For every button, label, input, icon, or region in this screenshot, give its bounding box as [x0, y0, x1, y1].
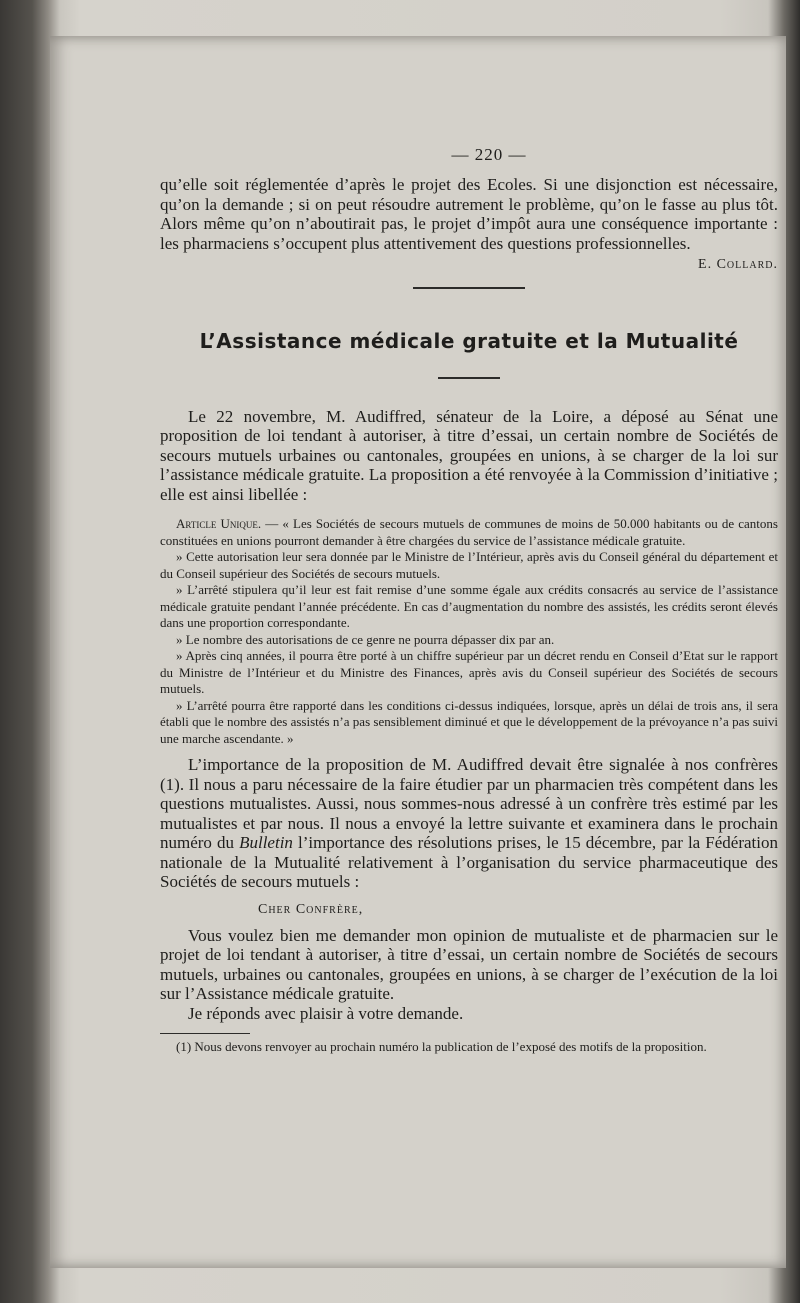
- article-line: » L’arrêté pourra être rapporté dans les conditions ci-dessus indiquées, lorsque, après un délai de trois ans, il sera établi que le nombre des assistés n’a pas sensiblement diminué et que le développement de la prévoyance n’a pas suivi une marche ascendante. »: [160, 697, 778, 746]
- page-number: — 220 —: [451, 145, 527, 164]
- article-line: » Après cinq années, il pourra être porté à un chiffre supérieur par un décret rendu en Conseil d’Etat sur le rapport du Ministre de l’Intérieur et du Ministre des Finances, après avis du Conseil supérieur des Sociétés de secours mutuels.: [160, 648, 778, 696]
- body-paragraph-2: [160, 755, 778, 892]
- section-divider: [413, 287, 525, 289]
- intro-paragraph: qu’elle soit réglementée d’après le projet des Ecoles. Si une disjonction est nécessaire, qu’on la demande ; si on peut résoudre autrement le problème, qu’on le fasse au plus tôt. Alors même qu’on n’aboutirait pas, le projet d’impôt aura une conséquence importante : les pharmaciens s’occupent plus attentivement des questions professionnelles.: [160, 175, 778, 253]
- letter-salutation: Cher Confrère,: [258, 901, 364, 917]
- article-title: L’Assistance médicale gratuite et la Mutualité: [199, 329, 739, 353]
- article-line: » Le nombre des autorisations de ce genre ne pourra dépasser dix par an.: [176, 631, 555, 647]
- article-line: » Cette autorisation leur sera donnée par le Ministre de l’Intérieur, après avis du Conseil général du département et du Conseil supérieur des Sociétés de secours mutuels.: [160, 549, 778, 581]
- title-divider: [438, 377, 500, 379]
- article-label: Article Unique.: [176, 516, 262, 531]
- author-signature: E. Collard.: [698, 257, 778, 272]
- article-text: — « Les Sociétés de secours mutuels de communes de moins de 50.000 habitants ou de cantons constituées en unions pourront demander à être chargées du service de l’assistance médicale gratuite.: [160, 516, 778, 548]
- body-paragraph-2-start: L’importance de la proposition de M. Audiffred devait être signalée à nos confrères (1). Il nous a paru nécessaire de la faire étudier par un pharmacien très compétent dans les questions mutualistes. Aussi, nous sommes-nous adressé à un confrère très estimé par les mutualistes et par nous. Il nous a envoyé la lettre suivante et examinera dans le prochain numéro du: [160, 755, 778, 852]
- law-article: [160, 516, 778, 747]
- body-paragraph-2-end: l’importance des résolutions prises, le 15 décembre, par la Fédération nationale de la Mutualité relativement à l’organisation du service pharmaceutique des Sociétés de secours mutuels :: [160, 833, 778, 891]
- book-page: [50, 36, 786, 1268]
- letter-paragraph-1: Vous voulez bien me demander mon opinion de mutualiste et de pharmacien sur le projet de loi tendant à autoriser, à titre d’essai, un certain nombre de Sociétés de secours mutuels, urbaines ou cantonales, groupées en unions, à se charger de l’exécution de la loi sur l’Assistance médicale gratuite.: [160, 925, 778, 1003]
- bulletin-title: Bulletin: [239, 833, 293, 852]
- article-line: » L’arrêté stipulera qu’il leur est fait remise d’une somme égale aux crédits consacrés au service de l’assistance médicale gratuite pendant l’année précédente. En cas d’augmentation du nombre des assistés, les crédits seront élevés dans une proportion correspondante.: [160, 582, 778, 630]
- letter-paragraph-2: Je réponds avec plaisir à votre demande.: [188, 1003, 464, 1023]
- body-paragraph-1: Le 22 novembre, M. Audiffred, sénateur de la Loire, a déposé au Sénat une proposition de loi tendant à autoriser, à titre d’essai, un certain nombre de Sociétés de secours mutuels urbaines ou cantonales, groupées en unions, à se charger de la loi sur l’assistance médicale gratuite. La proposition a été renvoyée à la Commission d’initiative ; elle est ainsi libellée :: [160, 406, 778, 504]
- footnote-rule: [160, 1033, 250, 1034]
- footnote: (1) Nous devons renvoyer au prochain numéro la publication de l’exposé des motifs de la proposition.: [176, 1039, 707, 1054]
- article-first-line: [160, 516, 778, 549]
- page-content: [160, 145, 778, 1055]
